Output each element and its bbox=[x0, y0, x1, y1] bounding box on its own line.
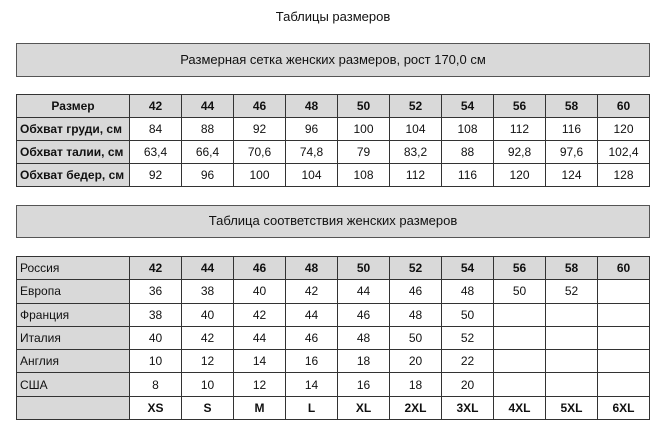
measure-value: 63,4 bbox=[130, 141, 182, 164]
letter-size-cell: XS bbox=[130, 396, 182, 419]
size-value: 48 bbox=[442, 280, 494, 303]
size-value: 40 bbox=[234, 280, 286, 303]
letter-size-cell: 6XL bbox=[598, 396, 650, 419]
size-value: 50 bbox=[338, 257, 390, 280]
size-value: 36 bbox=[130, 280, 182, 303]
measure-value: 88 bbox=[442, 141, 494, 164]
country-label: Италия bbox=[17, 326, 130, 349]
size-value: 18 bbox=[390, 373, 442, 396]
size-value: 40 bbox=[182, 303, 234, 326]
size-header-cell: 52 bbox=[390, 95, 442, 118]
measure-value: 96 bbox=[286, 118, 338, 141]
correspondence-table bbox=[16, 256, 650, 420]
country-label: Англия bbox=[17, 350, 130, 373]
size-value: 44 bbox=[234, 326, 286, 349]
size-value: 48 bbox=[286, 257, 338, 280]
measure-value: 104 bbox=[390, 118, 442, 141]
measure-value: 79 bbox=[338, 141, 390, 164]
measure-value: 88 bbox=[182, 118, 234, 141]
measure-value: 120 bbox=[598, 118, 650, 141]
size-value: 42 bbox=[234, 303, 286, 326]
size-value: 44 bbox=[182, 257, 234, 280]
measure-value: 104 bbox=[286, 164, 338, 187]
measure-label: Обхват талии, см bbox=[17, 141, 130, 164]
size-value bbox=[598, 373, 650, 396]
measure-value: 84 bbox=[130, 118, 182, 141]
size-value: 40 bbox=[130, 326, 182, 349]
size-value: 48 bbox=[390, 303, 442, 326]
size-value: 12 bbox=[182, 350, 234, 373]
country-label: США bbox=[17, 373, 130, 396]
letter-size-cell: S bbox=[182, 396, 234, 419]
size-value: 38 bbox=[182, 280, 234, 303]
letter-size-cell: M bbox=[234, 396, 286, 419]
measure-value: 83,2 bbox=[390, 141, 442, 164]
size-chart-table bbox=[16, 94, 650, 187]
size-value: 10 bbox=[130, 350, 182, 373]
size-header-cell: 58 bbox=[546, 95, 598, 118]
size-header-row bbox=[17, 95, 650, 118]
size-value: 22 bbox=[442, 350, 494, 373]
measure-value: 116 bbox=[442, 164, 494, 187]
measure-label: Обхват груди, см bbox=[17, 118, 130, 141]
size-chart-title: Размерная сетка женских размеров, рост 170,0 см bbox=[16, 43, 650, 77]
size-value: 52 bbox=[546, 280, 598, 303]
measure-value: 112 bbox=[390, 164, 442, 187]
size-value: 14 bbox=[286, 373, 338, 396]
size-header-cell: 46 bbox=[234, 95, 286, 118]
measure-value: 66,4 bbox=[182, 141, 234, 164]
measure-value: 92,8 bbox=[494, 141, 546, 164]
table-row bbox=[17, 303, 650, 326]
letter-size-cell: 3XL bbox=[442, 396, 494, 419]
table-row bbox=[17, 373, 650, 396]
measure-value: 92 bbox=[130, 164, 182, 187]
size-value: 8 bbox=[130, 373, 182, 396]
size-value: 10 bbox=[182, 373, 234, 396]
size-value bbox=[494, 326, 546, 349]
size-value: 54 bbox=[442, 257, 494, 280]
size-value: 50 bbox=[442, 303, 494, 326]
size-value: 52 bbox=[390, 257, 442, 280]
country-label: Европа bbox=[17, 280, 130, 303]
measure-value: 74,8 bbox=[286, 141, 338, 164]
size-value bbox=[494, 373, 546, 396]
size-value: 52 bbox=[442, 326, 494, 349]
table-row bbox=[17, 164, 650, 187]
size-value: 12 bbox=[234, 373, 286, 396]
size-header-cell: 48 bbox=[286, 95, 338, 118]
size-value bbox=[494, 303, 546, 326]
size-header-cell: 60 bbox=[598, 95, 650, 118]
measure-value: 100 bbox=[338, 118, 390, 141]
size-header-cell: 42 bbox=[130, 95, 182, 118]
country-label bbox=[17, 396, 130, 419]
letter-size-cell: 4XL bbox=[494, 396, 546, 419]
size-value: 56 bbox=[494, 257, 546, 280]
table-row bbox=[17, 141, 650, 164]
size-value: 20 bbox=[442, 373, 494, 396]
measure-value: 92 bbox=[234, 118, 286, 141]
size-value bbox=[546, 373, 598, 396]
measure-value: 97,6 bbox=[546, 141, 598, 164]
page-title: Таблицы размеров bbox=[275, 9, 391, 24]
measure-value: 96 bbox=[182, 164, 234, 187]
size-value: 46 bbox=[390, 280, 442, 303]
size-value bbox=[598, 326, 650, 349]
size-value: 44 bbox=[338, 280, 390, 303]
size-value: 46 bbox=[286, 326, 338, 349]
size-value: 46 bbox=[234, 257, 286, 280]
measure-value: 116 bbox=[546, 118, 598, 141]
size-value: 60 bbox=[598, 257, 650, 280]
size-value: 20 bbox=[390, 350, 442, 373]
size-value bbox=[546, 350, 598, 373]
measure-value: 108 bbox=[338, 164, 390, 187]
size-value: 48 bbox=[338, 326, 390, 349]
size-value: 46 bbox=[338, 303, 390, 326]
country-label: Франция bbox=[17, 303, 130, 326]
size-value bbox=[546, 326, 598, 349]
size-header-cell: 54 bbox=[442, 95, 494, 118]
letter-size-cell: XL bbox=[338, 396, 390, 419]
measure-value: 120 bbox=[494, 164, 546, 187]
size-value: 16 bbox=[286, 350, 338, 373]
size-value bbox=[598, 280, 650, 303]
measure-value: 112 bbox=[494, 118, 546, 141]
size-header-cell: 44 bbox=[182, 95, 234, 118]
size-value: 50 bbox=[494, 280, 546, 303]
measure-value: 100 bbox=[234, 164, 286, 187]
size-value: 16 bbox=[338, 373, 390, 396]
measure-label: Обхват бедер, см bbox=[17, 164, 130, 187]
correspondence-title: Таблица соответствия женских размеров bbox=[16, 205, 650, 238]
size-value bbox=[598, 350, 650, 373]
table-row bbox=[17, 396, 650, 419]
letter-size-cell: 5XL bbox=[546, 396, 598, 419]
measure-value: 124 bbox=[546, 164, 598, 187]
size-value: 42 bbox=[130, 257, 182, 280]
size-value: 44 bbox=[286, 303, 338, 326]
table-row bbox=[17, 118, 650, 141]
measure-value: 102,4 bbox=[598, 141, 650, 164]
table-row bbox=[17, 350, 650, 373]
size-value: 14 bbox=[234, 350, 286, 373]
size-header-cell: 50 bbox=[338, 95, 390, 118]
size-value: 38 bbox=[130, 303, 182, 326]
size-value: 58 bbox=[546, 257, 598, 280]
size-value bbox=[546, 303, 598, 326]
size-value: 42 bbox=[286, 280, 338, 303]
size-value: 50 bbox=[390, 326, 442, 349]
table-row bbox=[17, 280, 650, 303]
table-row bbox=[17, 257, 650, 280]
size-value bbox=[494, 350, 546, 373]
country-label: Россия bbox=[17, 257, 130, 280]
size-value bbox=[598, 303, 650, 326]
size-value: 18 bbox=[338, 350, 390, 373]
measure-value: 108 bbox=[442, 118, 494, 141]
size-value: 42 bbox=[182, 326, 234, 349]
letter-size-cell: L bbox=[286, 396, 338, 419]
measure-value: 128 bbox=[598, 164, 650, 187]
measure-value: 70,6 bbox=[234, 141, 286, 164]
size-header-label: Размер bbox=[17, 95, 130, 118]
letter-size-cell: 2XL bbox=[390, 396, 442, 419]
table-row bbox=[17, 326, 650, 349]
size-header-cell: 56 bbox=[494, 95, 546, 118]
